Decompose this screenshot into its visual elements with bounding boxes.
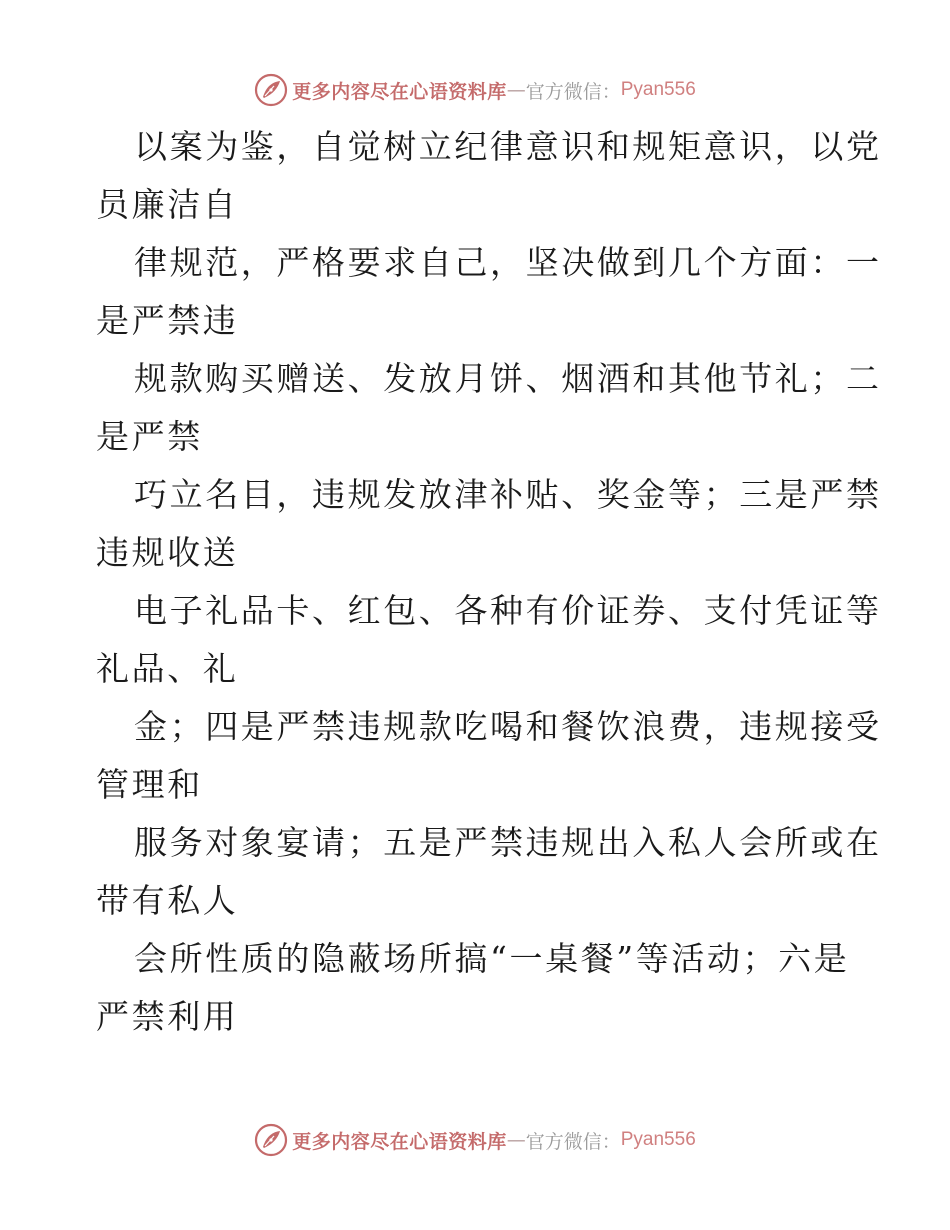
paragraph-line: 服务对象宴请；五是严禁违规出入私人会所或在: [134, 823, 882, 862]
paragraph-line: 规款购买赠送、发放月饼、烟酒和其他节礼；二: [134, 359, 882, 398]
paragraph-line: 以案为鉴，自觉树立纪律意识和规矩意识，以党: [134, 127, 882, 166]
paragraph-line: 员廉洁自: [96, 185, 239, 224]
paragraph-line: 律规范，严格要求自己，坚决做到几个方面：一: [134, 243, 882, 282]
paragraph: [96, 698, 882, 814]
banner-dash: —: [506, 1129, 526, 1151]
paragraph-line: 电子礼品卡、红包、各种有价证券、支付凭证等: [134, 591, 882, 630]
paragraph-line: 严禁利用: [96, 997, 239, 1036]
paragraph: [96, 814, 882, 930]
paragraph-line: 会所性质的隐蔽场所搞“一桌餐”等活动；六是: [134, 939, 850, 978]
paragraph: [96, 350, 882, 466]
paragraph-line: 带有私人: [96, 881, 239, 920]
banner-wechat-label: 官方微信：: [525, 1130, 621, 1153]
paragraph-line: 礼品、礼: [96, 649, 239, 688]
paragraph-line: 是严禁: [96, 417, 203, 456]
paragraph-line: 管理和: [96, 765, 203, 804]
paragraph-line: 巧立名目，违规发放津补贴、奖金等；三是严禁: [134, 475, 882, 514]
paragraph: [96, 582, 882, 698]
footer-banner: [0, 1120, 950, 1160]
banner-wechat-label: 官方微信：: [525, 80, 621, 103]
header-banner: [0, 70, 950, 110]
banner-main-text: 更多内容尽在心语资料库: [292, 80, 507, 103]
banner-dash: —: [506, 79, 526, 101]
paragraph: [96, 930, 856, 1046]
paragraph-line: 违规收送: [96, 533, 239, 572]
document-body: [96, 118, 882, 1046]
paragraph-line: 是严禁违: [96, 301, 239, 340]
banner-wechat-id: Pyan556: [620, 79, 696, 100]
paragraph: [96, 234, 882, 350]
fountain-pen-logo-icon: [254, 1123, 288, 1157]
paragraph-line: 金；四是严禁违规款吃喝和餐饮浪费，违规接受: [134, 707, 882, 746]
fountain-pen-logo-icon: [254, 73, 288, 107]
paragraph: [96, 118, 882, 234]
banner-main-text: 更多内容尽在心语资料库: [292, 1130, 507, 1153]
paragraph: [96, 466, 882, 582]
banner-wechat-id: Pyan556: [620, 1129, 696, 1150]
